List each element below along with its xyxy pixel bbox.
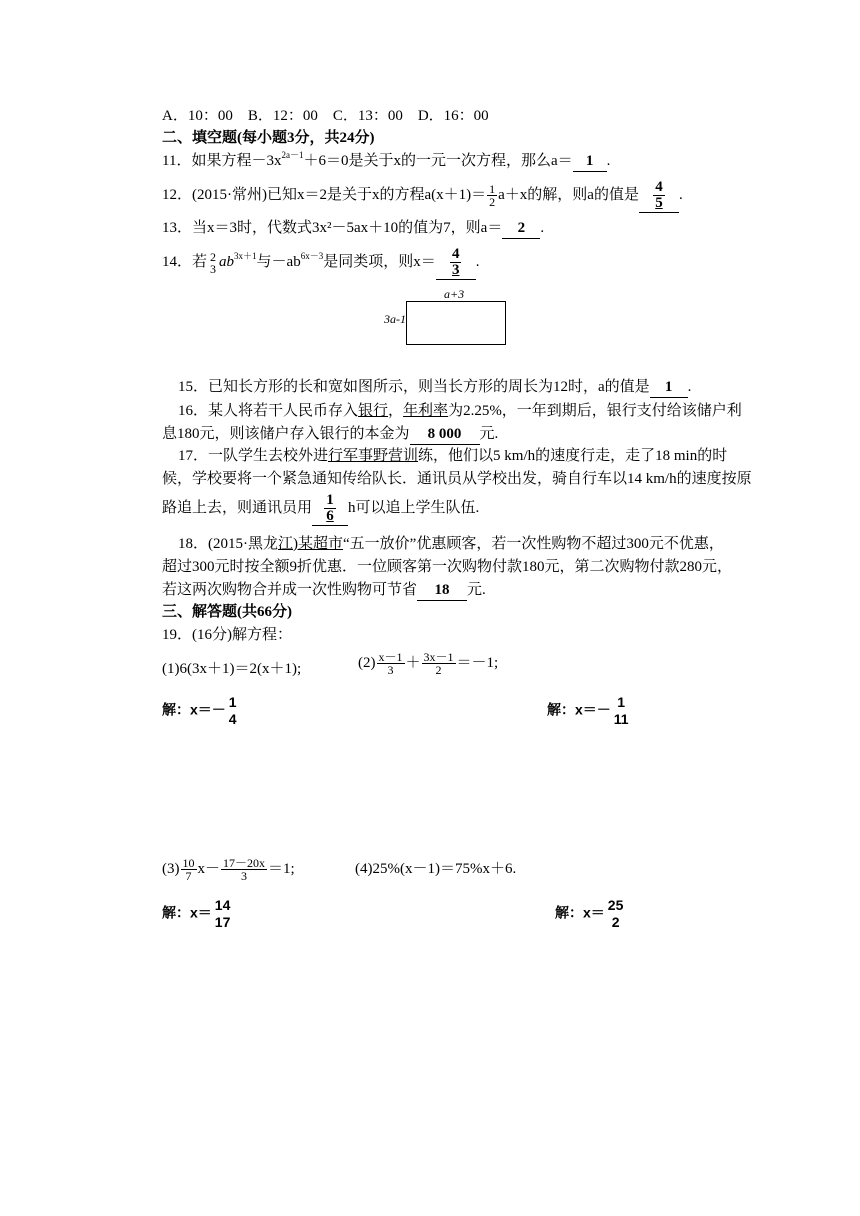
- q19-p3-frac2: [221, 857, 267, 882]
- q18-line3: 若这两次购物合并成一次性购物可节省: [162, 582, 418, 598]
- q13-answer: 2: [502, 218, 540, 239]
- q17-answer: [324, 493, 336, 524]
- question-12: [162, 178, 683, 213]
- q17-ans-den: 6: [326, 508, 334, 525]
- q17-line1-b: 练，他们以5 km/h的速度行走，走了18 min的时: [418, 448, 728, 464]
- q15-end: .: [687, 379, 692, 395]
- q19-p2-f2-num: 3x－1: [423, 650, 454, 665]
- q14-frac-num: 2: [210, 249, 217, 264]
- q19-p3-f1-den: 7: [185, 869, 192, 884]
- question-15: [178, 377, 691, 398]
- q17-line3-a: 路追上去，则通讯员用: [162, 500, 313, 516]
- sol4-fraction: [606, 897, 626, 931]
- q14-term1: ab: [219, 254, 235, 270]
- q14-fraction: [208, 251, 218, 275]
- question-19-title: 19．(16分)解方程：: [162, 627, 292, 643]
- q12-prefix: 12．(2015·常州)已知x＝2是关于x的方程a(x＋1)＝: [162, 187, 487, 203]
- q14-answer: [450, 247, 462, 278]
- q12-answer-blank: [639, 178, 679, 213]
- q11-prefix: 11．如果方程－3x: [162, 153, 282, 169]
- q14-prefix: 14．若: [162, 254, 208, 270]
- q19-solution-1: [162, 694, 240, 728]
- q19-p2-frac1: [377, 651, 405, 676]
- question-13: [162, 218, 544, 239]
- sol4-num: 25: [607, 897, 624, 913]
- q19-p2-rhs: ＝－1;: [456, 655, 499, 671]
- q19-solution-2: [547, 694, 632, 728]
- q15-text: 15．已知长方形的长和宽如图所示，则当长方形的周长为12时，a的值是: [178, 379, 650, 395]
- q18-line1-a: 18．(2015·黑龙: [178, 536, 278, 552]
- q12-answer: [653, 180, 665, 211]
- sol1-label: 解：x＝: [162, 701, 212, 718]
- sol4-label: 解：x＝: [555, 904, 605, 921]
- q16-end: 元.: [479, 426, 499, 442]
- sol1-num: 1: [228, 694, 237, 710]
- q12-ans-den: 5: [655, 195, 663, 212]
- sol2-label: 解：x＝: [547, 701, 597, 718]
- q17-answer-blank: [312, 491, 348, 526]
- q16-line1-c: 为2.25%，一年到期后，银行支付给该储户利: [448, 403, 742, 419]
- q19-solution-3: [162, 897, 233, 931]
- figure-length-label: a+3: [444, 287, 465, 301]
- q19-p3-label: (3): [162, 861, 180, 877]
- q16-line1-b: ，: [388, 403, 404, 419]
- q19-p3-frac1: [181, 857, 197, 882]
- q19-p2-frac2: [422, 651, 456, 676]
- q14-answer-blank: [436, 245, 476, 280]
- q12-frac-num: 1: [489, 182, 496, 197]
- sol1-den: 4: [228, 711, 237, 727]
- q10-options: A．10：00 B．12：00 C．13：00 D．16：00: [162, 108, 489, 124]
- q11-end: .: [606, 153, 611, 169]
- sol3-den: 17: [214, 914, 231, 930]
- q16-underline-bank: 银行: [358, 403, 389, 419]
- sol2-fraction: [612, 694, 631, 728]
- sol2-num: 1: [617, 694, 626, 710]
- sol3-fraction: [213, 897, 233, 931]
- q11-exponent: 2a－1: [281, 150, 304, 160]
- q11-answer: 1: [573, 151, 607, 172]
- section2-title: 二、填空题(每小题3分，共24分): [162, 130, 375, 146]
- section3-title: 三、解答题(共66分): [162, 604, 292, 620]
- q14-ans-num: 4: [451, 246, 460, 263]
- q12-fraction: [487, 183, 497, 208]
- q14-exp1: 3x＋1: [234, 251, 257, 261]
- question-16-line1: [178, 401, 742, 421]
- question-18-line3: [162, 580, 486, 601]
- q19-p3-x: x－: [197, 861, 221, 877]
- q19-p2-f2-den: 2: [435, 663, 442, 678]
- q14-mid: 是同类项，则x＝: [323, 254, 436, 270]
- q16-line1-a: 16．某人将若干人民币存入: [178, 403, 359, 419]
- sol3-label: 解：x＝: [162, 904, 212, 921]
- q19-part1: (1)6(3x＋1)＝2(x＋1);: [162, 661, 302, 677]
- q12-end: .: [678, 187, 683, 203]
- question-18-line2: 超过300元时按全额9折优惠．一位顾客第一次购物付款180元，第二次购物付款280元，: [162, 559, 733, 575]
- question-16-line2: [162, 424, 498, 445]
- q19-p2-f1-den: 3: [387, 663, 394, 678]
- question-17-line2: 候，学校要将一个紧急通知传给队长．通讯员从学校出发，骑自行车以14 km/h的速度按原: [162, 471, 752, 487]
- q17-line1-a: 17．一队学生去校外进: [178, 448, 329, 464]
- figure-width-label: 3a-1: [384, 312, 406, 326]
- q19-p2-plus: ＋: [405, 655, 421, 671]
- q19-p3-f1-num: 10: [182, 856, 195, 871]
- q18-line1-c: “五一放价”优惠顾客，若一次性购物不超过300元不优惠，: [343, 536, 724, 552]
- q19-p3-rhs: ＝1;: [268, 861, 295, 877]
- sol1-fraction: [227, 694, 239, 728]
- q13-end: .: [540, 220, 545, 236]
- sol2-sign: －: [596, 701, 611, 718]
- sol3-num: 14: [214, 897, 231, 913]
- q19-p3-f2-num: 17－20x: [223, 856, 266, 871]
- question-18-line1: [178, 534, 724, 554]
- q14-end: .: [475, 254, 480, 270]
- q19-p2-f1-num: x－1: [378, 650, 403, 665]
- q19-part3: [162, 852, 295, 886]
- q16-underline-rate: 年利率: [403, 403, 449, 419]
- sol1-sign: －: [211, 701, 226, 718]
- q19-solution-4: [555, 897, 626, 931]
- q15-answer: 1: [650, 377, 688, 398]
- q14-ans-den: 3: [451, 262, 460, 279]
- q11-mid: ＋6＝0是关于x的一元一次方程，那么a＝: [303, 153, 573, 169]
- rectangle-shape: [406, 301, 506, 345]
- q18-underline-1: 江): [278, 536, 298, 552]
- question-11: [162, 151, 610, 172]
- sol2-den: 11: [613, 711, 629, 727]
- q12-frac-den: 2: [489, 195, 496, 210]
- sol4-den: 2: [611, 914, 620, 930]
- q14-exp2: 6x－3: [300, 251, 324, 261]
- question-17-line1: [178, 446, 727, 466]
- q19-p2-label: (2): [358, 655, 376, 671]
- q17-line3-b: h可以追上学生队伍.: [348, 500, 480, 516]
- q12-mid: a＋x的解，则a的值是: [498, 187, 639, 203]
- q16-line2: 息180元，则该储户存入银行的本金为: [162, 426, 410, 442]
- q14-term2: 与－ab: [256, 254, 301, 270]
- q17-ans-num: 1: [326, 492, 334, 509]
- q18-end: 元.: [467, 582, 486, 598]
- question-17-line3: [162, 491, 479, 526]
- q17-underline: 行军事野营训: [328, 448, 419, 464]
- question-14: [162, 245, 479, 280]
- q16-answer: 8 000: [410, 424, 480, 445]
- q12-ans-num: 4: [655, 179, 663, 196]
- q13-text: 13．当x＝3时，代数式3x²－5ax＋10的值为7，则a＝: [162, 220, 503, 236]
- q19-part4: (4)25%(x－1)＝75%x＋6.: [355, 861, 517, 877]
- q19-part2: [358, 646, 498, 680]
- q14-frac-den: 3: [210, 261, 217, 276]
- q18-underline-2: 某超市: [298, 536, 344, 552]
- q19-p3-f2-den: 3: [241, 869, 248, 884]
- q18-answer: 18: [417, 580, 467, 601]
